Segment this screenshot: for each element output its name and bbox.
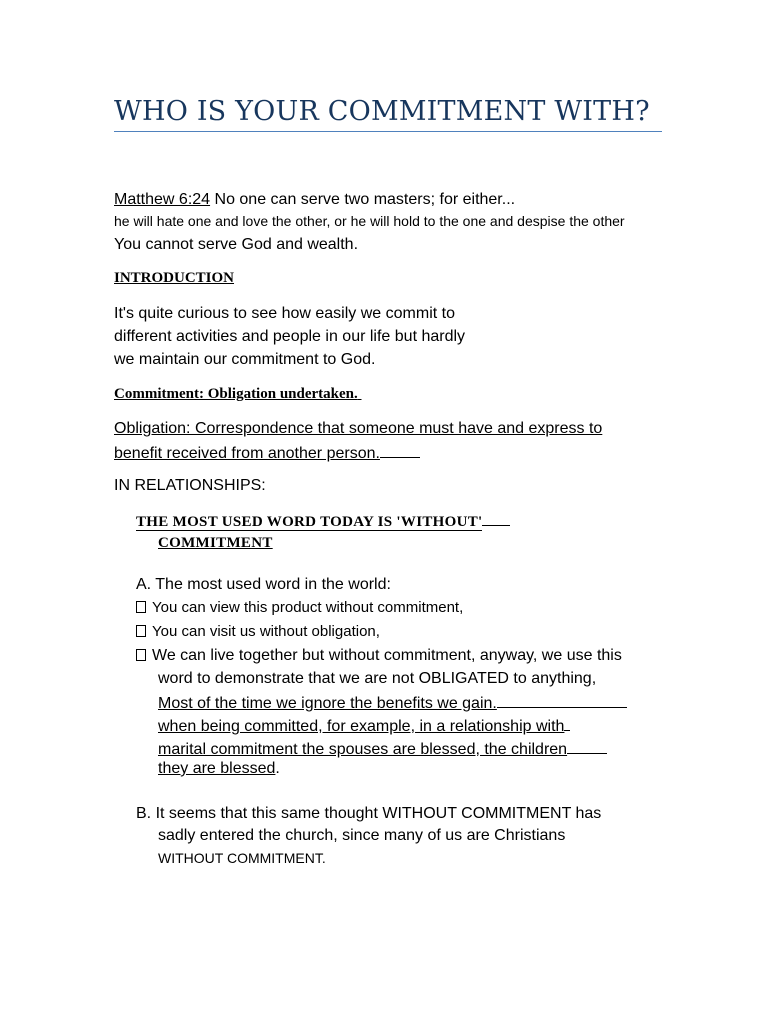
point-a-bullet-text: We can live together but without commitment, anyway, we use this xyxy=(152,647,622,664)
continuation-text: marital commitment the spouses are blessed, the children xyxy=(158,741,568,758)
point-a-continuation-5 xyxy=(158,760,280,778)
continuation-period: . xyxy=(275,760,280,777)
page-title: WHO IS YOUR COMMITMENT WITH? xyxy=(114,96,662,132)
relationships-subheading-line-1 xyxy=(136,512,510,531)
commitment-definition xyxy=(114,386,366,403)
point-a-bullet-text: You can view this product without commitment, xyxy=(152,599,464,616)
point-b-line-2: sadly entered the church, since many of us are Christians xyxy=(158,827,566,844)
underline-filler xyxy=(380,443,420,458)
point-a-bullet-3 xyxy=(136,647,622,665)
verse-reference: Matthew 6:24 xyxy=(114,191,211,208)
missing-glyph-bullet-icon xyxy=(136,649,146,661)
underline-filler xyxy=(358,386,366,403)
verse-text-1: No one can serve two masters; for either... xyxy=(210,191,516,208)
point-a-bullet-text: You can visit us without obligation, xyxy=(152,623,380,640)
relationships-subheading-line-2: COMMITMENT xyxy=(158,535,273,551)
continuation-text: Most of the time we ignore the benefits we gain. xyxy=(158,695,497,712)
intro-line-1: It's quite curious to see how easily we commit to xyxy=(114,305,455,322)
commitment-definition-text: Commitment: Obligation undertaken. xyxy=(114,386,358,402)
point-a-continuation-2 xyxy=(158,692,627,713)
relationships-subheading-text: THE MOST USED WORD TODAY IS 'WITHOUT' xyxy=(136,514,483,530)
point-a-bullet-2 xyxy=(136,623,380,640)
point-a-continuation-3 xyxy=(158,715,570,736)
point-a-continuation-1: word to demonstrate that we are not OBLIGATED to anything, xyxy=(158,670,597,687)
point-b-line-1: B. It seems that this same thought WITHOUT COMMITMENT has xyxy=(136,805,602,822)
point-a-continuation-4 xyxy=(158,738,607,759)
underline-filler xyxy=(482,512,510,526)
underline-filler xyxy=(564,715,570,731)
underline-filler xyxy=(497,692,627,708)
verse-line-2: he will hate one and love the other, or he will hold to the one and despise the other xyxy=(114,213,625,229)
point-b-line-3: WITHOUT COMMITMENT. xyxy=(158,850,326,866)
continuation-text: they are blessed xyxy=(158,760,276,777)
obligation-definition-line-1: Obligation: Correspondence that someone must have and express to xyxy=(114,420,603,437)
intro-line-3: we maintain our commitment to God. xyxy=(114,351,376,368)
verse-line-1 xyxy=(114,191,515,209)
relationships-label: IN RELATIONSHIPS: xyxy=(114,477,266,494)
obligation-definition-line-2 xyxy=(114,443,420,463)
verse-line-3: You cannot serve God and wealth. xyxy=(114,236,359,253)
missing-glyph-bullet-icon xyxy=(136,601,146,613)
underline-filler xyxy=(567,738,607,754)
point-a-heading: A. The most used word in the world: xyxy=(136,576,391,593)
obligation-definition-text: benefit received from another person. xyxy=(114,445,380,462)
missing-glyph-bullet-icon xyxy=(136,625,146,637)
intro-heading: INTRODUCTION xyxy=(114,270,235,286)
continuation-text: when being committed, for example, in a relationship with xyxy=(158,718,565,735)
point-a-bullet-1 xyxy=(136,599,463,616)
intro-line-2: different activities and people in our life but hardly xyxy=(114,328,466,345)
